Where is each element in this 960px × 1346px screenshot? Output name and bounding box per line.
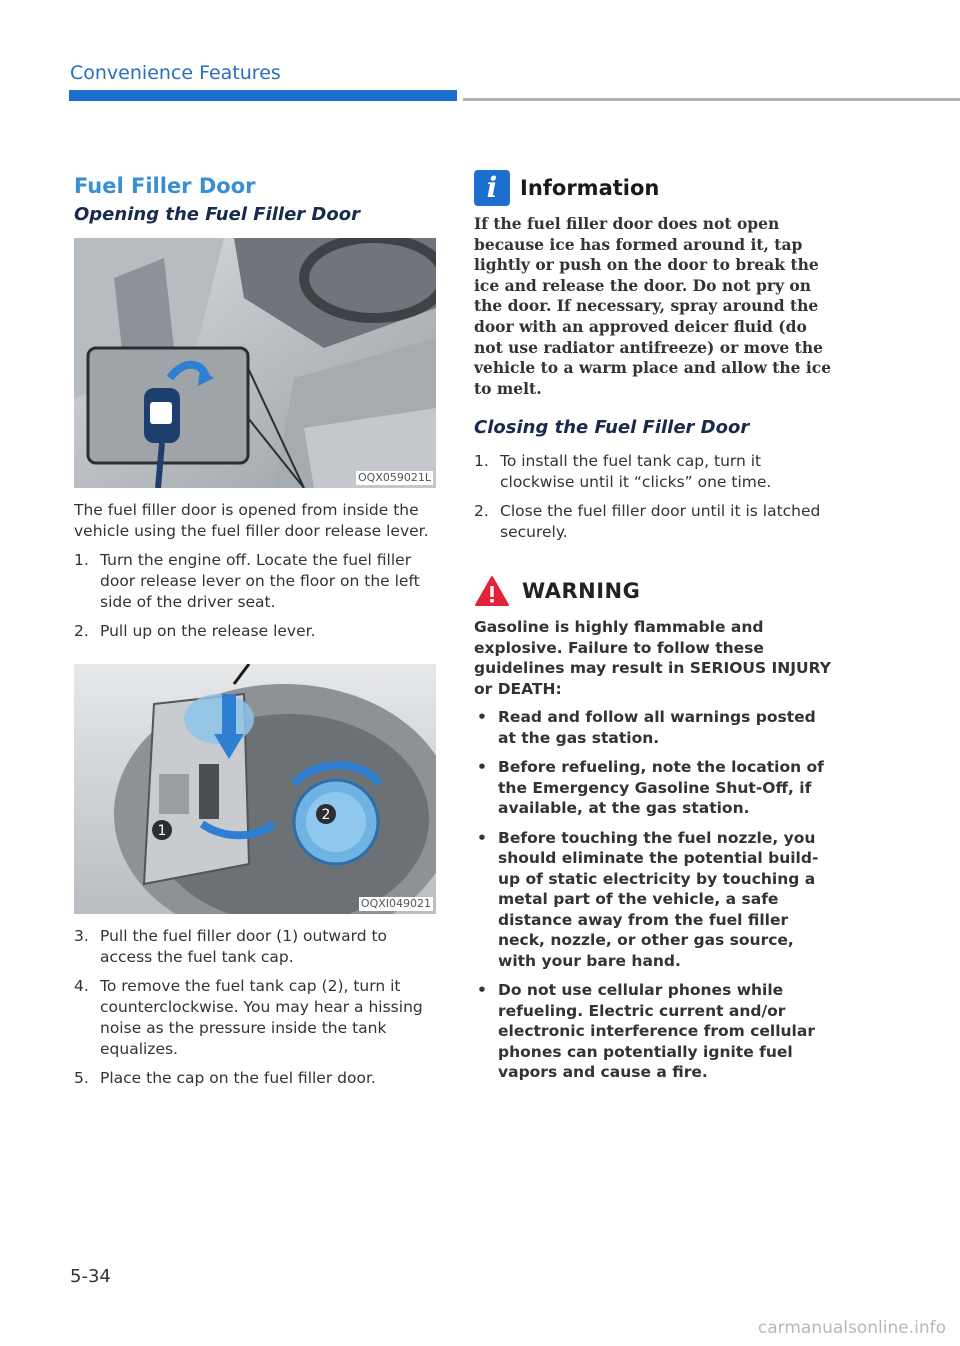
list-item [474,828,834,972]
bullet-icon: • [477,981,487,1000]
list-item [474,707,834,748]
list-item [474,501,834,543]
left-column [74,170,438,1097]
header-bar-accent [69,90,457,101]
warning-list [474,707,834,1083]
interior-photo-illustration [74,238,436,488]
list-item [74,976,438,1060]
steps-list-opening-a [74,550,438,642]
information-text: If the fuel filler door does not open because ice has formed around it, tap lightly or push on the door to break the ice and release the door. Do not pry on the door. If necessary, spray around the door with an approved deicer fluid (do not use radiator antifreeze) or move the vehicle to a warm place and allow the ice to melt. [474,214,832,398]
header-title: Convenience Features [70,62,281,84]
step-number: 2. [474,502,489,521]
step-text: Turn the engine off. Locate the fuel filler door release lever on the floor on the left side of the driver seat. [100,551,420,611]
warning-item: Before touching the fuel nozzle, you should eliminate the potential build-up of static electricity by touching a metal part of the vehicle, a safe distance away from the fuel filler neck, nozzle, or other gas source, with your bare hand. [498,828,819,970]
callout-2: 2 [321,807,331,823]
warning-item: Before refueling, note the location of the Emergency Gasoline Shut-Off, if available, at the gas station. [498,758,824,818]
interior-release-lever-photo [74,238,436,488]
step-text: Close the fuel filler door until it is latched securely. [500,502,821,542]
fuel-cap-photo [74,664,436,914]
subsection-title-closing: Closing the Fuel Filler Door [474,417,750,439]
list-item [74,550,438,613]
step-text: Pull the fuel filler door (1) outward to access the fuel tank cap. [100,927,388,966]
step-text: Pull up on the release lever. [100,622,316,640]
watermark: carmanualsonline.info [757,1318,946,1338]
bullet-icon: • [477,828,487,847]
list-item [474,980,834,1083]
step-text: To install the fuel tank cap, turn it clockwise until it “clicks” one time. [500,452,772,492]
step-number: 2. [74,622,89,640]
page-number: 5-34 [70,1266,111,1287]
fuel-cap-illustration [74,664,436,914]
step-number: 5. [74,1069,89,1087]
subsection-title-opening: Opening the Fuel Filler Door [74,204,360,225]
step-number: 3. [74,927,89,945]
warning-item: Do not use cellular phones while refueling. Electric current and/or electronic interference from cellular phones can potentially ignite fuel vapors and cause a fire. [498,981,815,1082]
warning-header [474,575,834,607]
intro-paragraph: The fuel filler door is opened from inside the vehicle using the fuel filler door release lever. [74,501,429,540]
information-title: Information [520,176,660,200]
photo-code: OQXI049021 [360,897,431,910]
info-icon: i [474,170,510,206]
list-item [474,757,834,819]
warning-title: WARNING [522,579,641,604]
bullet-icon: • [477,758,487,777]
bullet-icon: • [477,708,487,727]
right-column [474,170,834,1092]
step-number: 1. [474,452,489,471]
steps-list-opening-b [74,926,438,1089]
steps-list-closing [474,451,834,543]
photo-code: OQX059021L [358,471,431,484]
list-item [74,621,438,642]
section-title: Fuel Filler Door [74,174,256,198]
list-item [474,451,834,493]
step-number: 4. [74,977,89,995]
information-header [474,170,834,206]
header-bar-rule [463,98,960,101]
warning-intro: Gasoline is highly flammable and explosive. Failure to follow these guidelines may result in SERIOUS INJURY or DEATH: [474,618,831,698]
callout-1: 1 [157,823,167,839]
list-item [74,1068,438,1089]
step-text: Place the cap on the fuel filler door. [100,1069,376,1087]
step-text: To remove the fuel tank cap (2), turn it counterclockwise. You may hear a hissing noise as the pressure inside the tank equalizes. [100,977,423,1058]
warning-triangle-icon [474,575,510,607]
warning-item: Read and follow all warnings posted at the gas station. [498,708,816,747]
list-item [74,926,438,968]
step-number: 1. [74,551,89,569]
